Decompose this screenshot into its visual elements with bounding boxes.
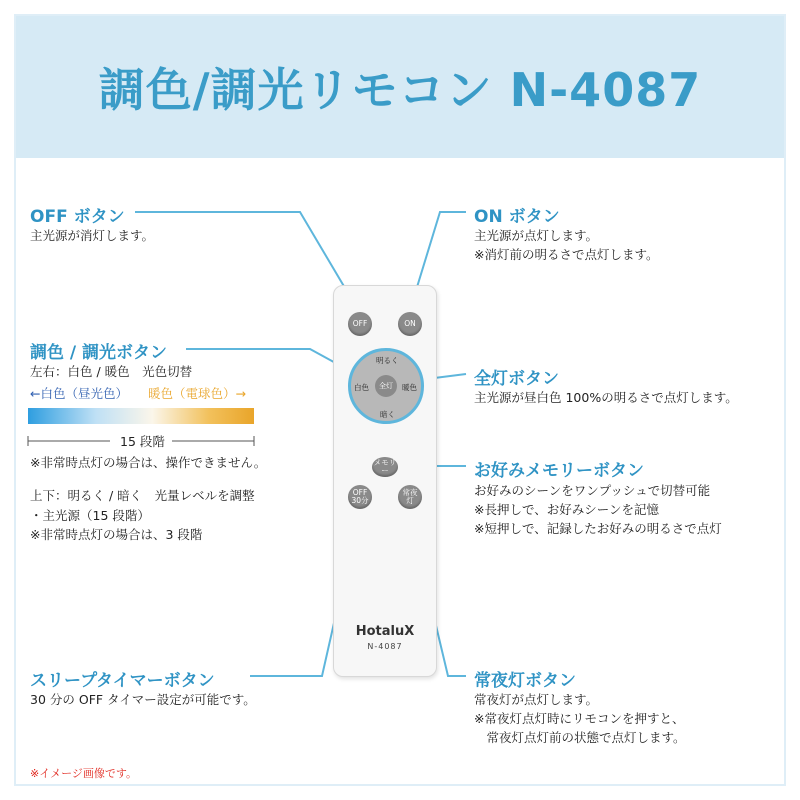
dpad-center-full-button[interactable]: 全灯 bbox=[375, 375, 397, 397]
remote-on-button[interactable]: ON bbox=[398, 312, 422, 336]
off-desc: 主光源が消灯します。 bbox=[30, 228, 155, 243]
warm-label: 暖色（電球色）→ bbox=[148, 386, 246, 401]
night-desc: 常夜灯が点灯します。 ※常夜灯点灯時にリモコンを押すと、 常夜灯点灯前の状態で点灯します。 bbox=[474, 692, 686, 745]
dpad-left[interactable]: 白色 bbox=[354, 383, 369, 392]
remote-memory-button[interactable]: メモリー bbox=[373, 458, 397, 475]
dpad-up[interactable]: 明るく bbox=[376, 356, 399, 365]
color-title: 調色 / 調光ボタン bbox=[30, 343, 168, 363]
full-desc: 主光源が昼白色 100%の明るさで点灯します。 bbox=[474, 390, 738, 405]
remote-sleep-button[interactable]: OFF 30分 bbox=[348, 485, 372, 509]
night-title: 常夜灯ボタン bbox=[474, 671, 576, 691]
remote-brand-logo: HotaluX bbox=[355, 624, 415, 639]
color-line4: ・主光源（15 段階） bbox=[30, 508, 150, 523]
fav-desc: お好みのシーンをワンプッシュで切替可能 ※長押しで、お好みシーンを記憶 ※短押しで、記録したお好みの明るさで点灯 bbox=[474, 483, 722, 536]
color-line2: ※非常時点灯の場合は、操作できません。 bbox=[30, 455, 267, 470]
image-note: ※イメージ画像です。 bbox=[30, 767, 138, 780]
color-line3: 上下：明るく / 暗く 光量レベルを調整 bbox=[30, 488, 255, 503]
sleep-desc: 30 分の OFF タイマー設定が可能です。 bbox=[30, 692, 256, 707]
color-gradient-bar bbox=[28, 408, 254, 424]
color-line1: 左右：白色 / 暖色 光色切替 bbox=[30, 364, 193, 379]
leader-off bbox=[135, 212, 358, 310]
remote-model-label: N-4087 bbox=[367, 642, 403, 651]
full-title: 全灯ボタン bbox=[474, 369, 559, 389]
remote-off-button[interactable]: OFF bbox=[348, 312, 372, 336]
dpad-down[interactable]: 暗く bbox=[380, 410, 395, 419]
remote-control bbox=[333, 285, 437, 677]
color-line5: ※非常時点灯の場合は、3 段階 bbox=[30, 527, 203, 542]
off-title: OFF ボタン bbox=[30, 207, 125, 227]
sleep-title: スリープタイマーボタン bbox=[30, 671, 215, 691]
remote-night-button[interactable]: 常夜 灯 bbox=[398, 485, 422, 509]
on-title: ON ボタン bbox=[474, 207, 560, 227]
leader-color bbox=[186, 349, 352, 372]
dpad-right[interactable]: 暖色 bbox=[402, 383, 417, 392]
white-label: ←白色（昼光色） bbox=[30, 386, 128, 401]
remote-dpad bbox=[348, 348, 424, 424]
banner-title: 調色/調光リモコン N-4087 bbox=[98, 63, 702, 117]
fav-title: お好みメモリーボタン bbox=[474, 461, 644, 481]
on-desc: 主光源が点灯します。 ※消灯前の明るさで点灯します。 bbox=[474, 228, 659, 262]
steps-label: 15 段階 bbox=[120, 434, 165, 449]
